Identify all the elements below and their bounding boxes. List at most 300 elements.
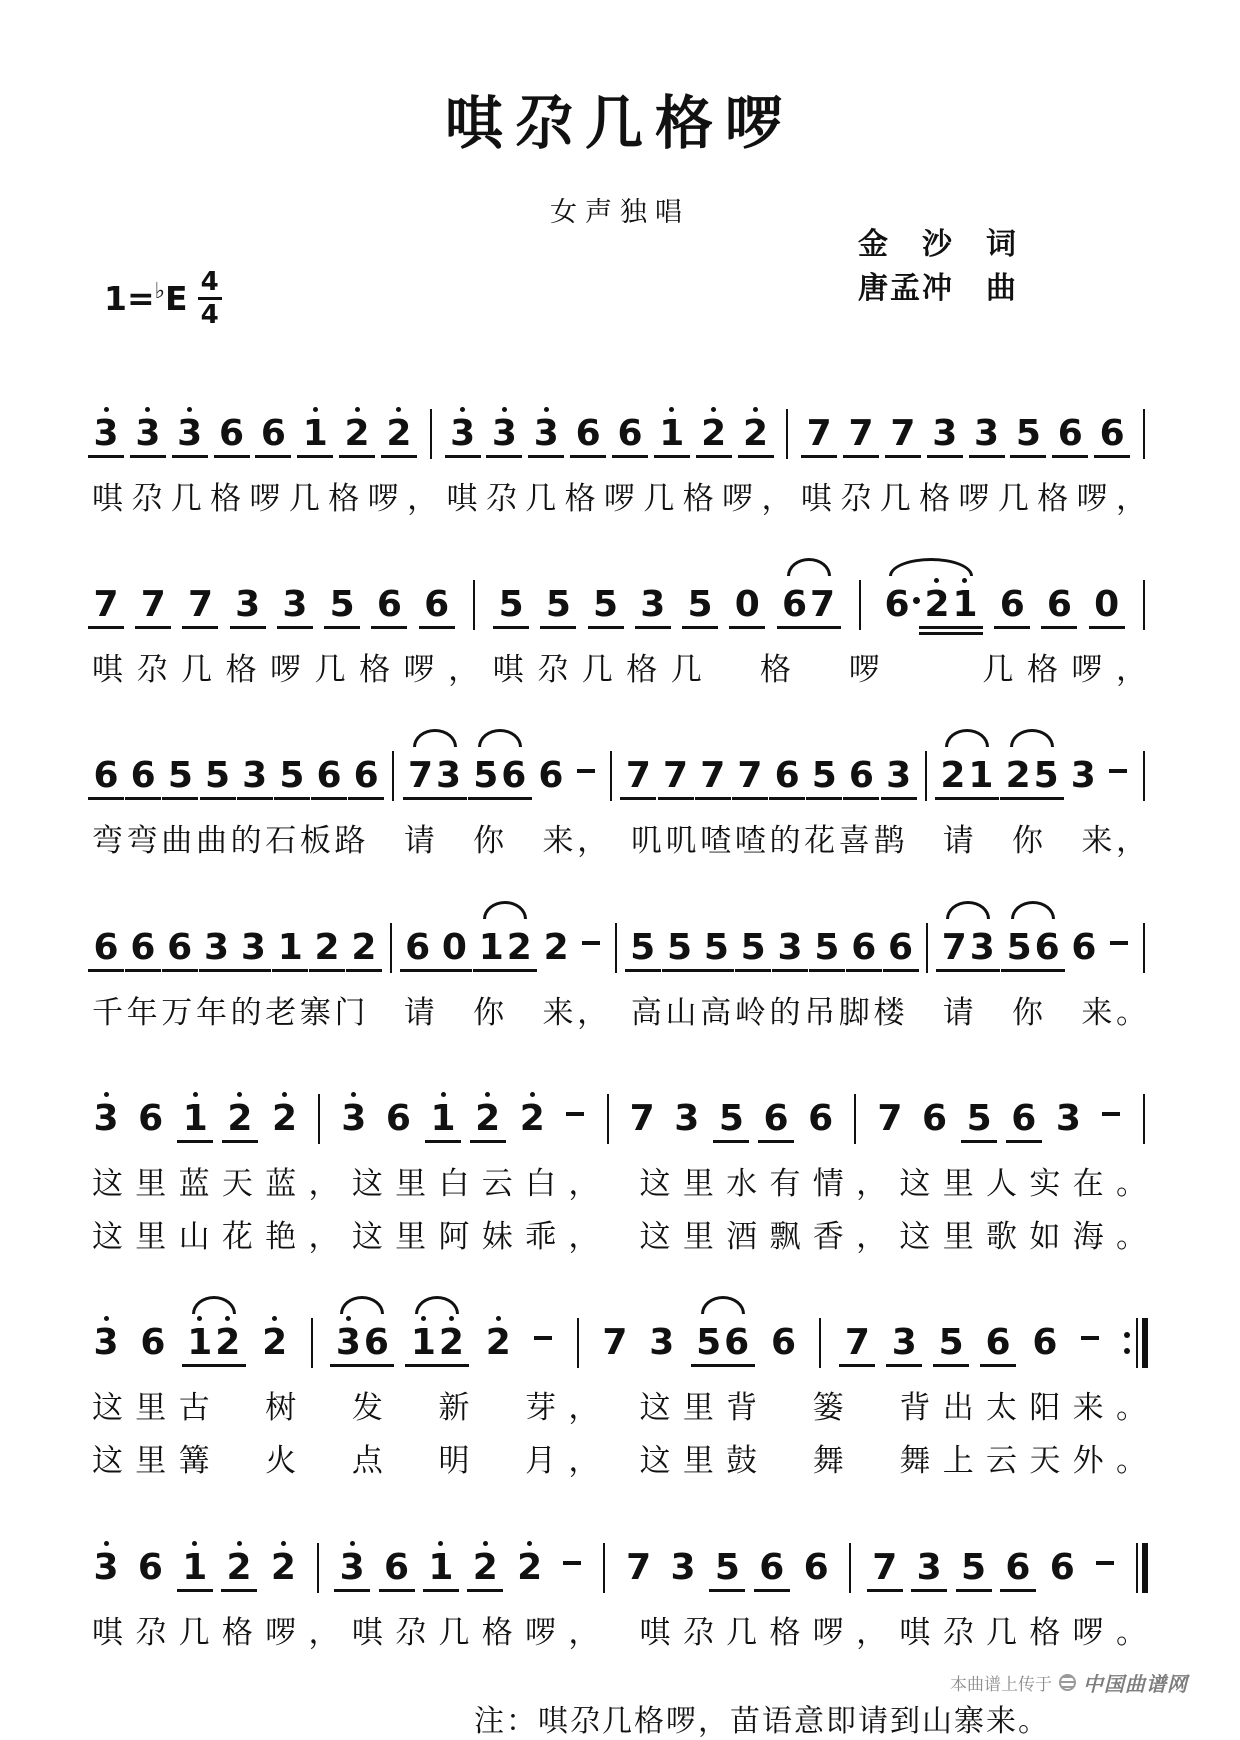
note-cell: [436, 749, 462, 807]
beam-underlines: [423, 1586, 459, 1599]
note-digit: 3: [491, 413, 517, 454]
beam-underlines: [533, 794, 569, 807]
note-cell: [475, 1092, 501, 1150]
note-cell: [1099, 407, 1125, 465]
octave-dot: [351, 1092, 356, 1097]
note-cell: [140, 1316, 166, 1374]
beam-line: [199, 969, 235, 972]
beam-line: [713, 1140, 749, 1143]
note-digit: 5: [814, 926, 840, 968]
beam-line: [843, 797, 879, 800]
note-digit: 7: [872, 1546, 898, 1588]
score-line-block: [92, 540, 1148, 689]
dash-mark: [1110, 941, 1128, 945]
beam-line: [809, 969, 845, 972]
note-cell: [187, 578, 213, 636]
note-cell: [617, 407, 643, 465]
note-cell: [376, 578, 402, 636]
note-cell: [386, 407, 412, 465]
note-digit: 3: [640, 584, 666, 626]
beam-line: [709, 1589, 745, 1592]
note-cell: [1055, 1092, 1081, 1150]
note-cell: [848, 407, 874, 465]
slur-group: [781, 578, 837, 636]
note-digit: 1: [410, 1322, 436, 1364]
note-digit: 7: [408, 755, 434, 797]
beam-line: [214, 455, 250, 458]
note-cell: [985, 1316, 1011, 1374]
note-cell: [344, 407, 370, 465]
note-digit: 1: [659, 413, 685, 454]
note-digit: 3: [670, 1546, 696, 1588]
note-digit: 2: [485, 1322, 511, 1364]
beam-line: [540, 626, 576, 629]
beam-underlines: [1029, 966, 1065, 979]
beam-line: [1041, 626, 1077, 629]
beam-underlines: [172, 452, 208, 465]
note-digit: 5: [630, 926, 656, 968]
beam-line: [381, 455, 417, 458]
beam-line: [867, 1589, 903, 1592]
beam-underlines: [380, 1137, 416, 1150]
beam-underlines: [88, 1137, 124, 1150]
octave-dot: [272, 1316, 277, 1321]
beam-underlines: [400, 966, 436, 979]
note-digit: 2: [475, 1097, 501, 1139]
note-cell: [472, 1541, 498, 1599]
beam-underlines: [994, 623, 1030, 636]
key-signature: [104, 269, 222, 328]
note-cell: [235, 578, 261, 636]
beam-underlines: [1028, 794, 1064, 807]
note-cell: [93, 578, 119, 636]
beam-underlines: [514, 1137, 550, 1150]
note-digit: 2: [1005, 755, 1031, 797]
beam-line: [177, 1589, 213, 1592]
octave-dot: [544, 407, 549, 412]
barline: [854, 1094, 856, 1144]
note-digit: 3: [93, 1097, 119, 1139]
note-cell: [485, 1316, 511, 1374]
beam-underlines: [917, 1137, 953, 1150]
beam-line: [612, 455, 648, 458]
note-cell: [277, 921, 303, 979]
beam-line: [358, 1364, 394, 1367]
octave-dot: [104, 1092, 109, 1097]
beam-underlines: [309, 966, 345, 979]
note-cell: [848, 749, 874, 807]
beam-underlines: [846, 966, 882, 979]
beam-underlines: [214, 452, 250, 465]
note-cell: [282, 578, 308, 636]
beam-underlines: [927, 452, 963, 465]
note-digit: 6: [1071, 926, 1097, 968]
note-digit: 5: [167, 755, 193, 797]
note-cell: [450, 407, 476, 465]
note-digit: 7: [877, 1097, 903, 1139]
note-cell: [777, 921, 803, 979]
score-line-block: [92, 1054, 1148, 1256]
dash-cell: [1099, 1092, 1123, 1150]
note-digit: 6: [93, 755, 119, 797]
note-cell: [130, 921, 156, 979]
beam-line: [400, 969, 436, 972]
note-digit: 5: [593, 584, 619, 626]
barline: [615, 923, 617, 973]
octave-dot: [145, 407, 150, 412]
beam-underlines: [528, 452, 564, 465]
note-digit: 3: [204, 926, 230, 968]
beam-underlines: [956, 1586, 992, 1599]
note-digit: 6: [1049, 1546, 1075, 1588]
beam-underlines: [806, 794, 842, 807]
beam-line: [963, 797, 999, 800]
time-signature: 4 4: [198, 269, 222, 328]
beam-underlines: [255, 452, 291, 465]
beam-line: [754, 1589, 790, 1592]
beam-underlines: [257, 1361, 293, 1374]
credits: [858, 223, 1018, 310]
note-digit: 3: [891, 1322, 917, 1364]
repeat-dots: [1124, 1332, 1130, 1354]
beam-underlines: [933, 1361, 969, 1374]
beam-line: [272, 969, 308, 972]
note-cell: [430, 1092, 456, 1150]
dash-cell: [531, 1316, 555, 1374]
beam-underlines: [867, 1586, 903, 1599]
note-cell: [670, 1541, 696, 1599]
note-cell: [687, 578, 713, 636]
beam-line: [297, 455, 333, 458]
beam-line: [801, 455, 837, 458]
beam-underlines: [381, 452, 417, 465]
beam-line: [980, 1364, 1016, 1367]
note-digit: 5: [1033, 755, 1059, 797]
octave-dot: [441, 1092, 446, 1097]
note-digit: 6: [383, 1546, 410, 1588]
note-digit: 1: [302, 413, 328, 454]
beam-line: [501, 969, 537, 972]
note-digit: 3: [916, 1546, 942, 1588]
beam-line: [696, 455, 732, 458]
note-cell: [272, 1092, 298, 1150]
beam-underlines: [177, 1586, 213, 1599]
note-cell: [438, 1316, 464, 1374]
note-cell: [1033, 749, 1059, 807]
beam-underlines: [1066, 966, 1102, 979]
note-cell: [1011, 1092, 1037, 1150]
note-digit: 2: [472, 1546, 498, 1588]
slur-group: [940, 921, 996, 979]
beam-underlines: [801, 452, 837, 465]
beam-underlines: [735, 966, 771, 979]
note-digit: 5: [279, 755, 305, 797]
beam-line: [933, 1364, 969, 1367]
note-digit: 7: [737, 755, 763, 797]
slur-group: [334, 1316, 390, 1374]
octave-dot: [669, 407, 674, 412]
note-cell: [1005, 1541, 1031, 1599]
beam-line: [162, 797, 198, 800]
notation-row: [92, 1503, 1148, 1599]
beam-line: [436, 969, 472, 972]
beam-underlines: [738, 452, 774, 465]
beam-underlines: [348, 794, 384, 807]
note-cell: [952, 578, 978, 636]
octave-dot: [530, 1092, 535, 1097]
beam-line: [334, 1589, 370, 1592]
note-cell: [659, 407, 685, 465]
note-digit: 6: [424, 584, 450, 626]
barline: [819, 1318, 821, 1368]
note-digit: 7: [625, 755, 651, 797]
note-digit: 3: [282, 584, 308, 626]
note-digit: 2: [519, 1097, 545, 1139]
beam-underlines: [872, 1137, 908, 1150]
octave-dot: [438, 1541, 443, 1546]
octave-dot: [225, 1316, 230, 1321]
note-cell: [543, 921, 569, 979]
beam-line: [846, 969, 882, 972]
beam-underlines: [436, 966, 472, 979]
beam-underlines: [235, 966, 271, 979]
octave-dot: [711, 407, 716, 412]
note-digit: 3: [93, 413, 119, 454]
beam-line: [467, 1589, 503, 1592]
beam-underlines: [297, 452, 333, 465]
dash-mark: [1096, 1561, 1114, 1565]
note-cell: [384, 1541, 410, 1599]
note-digit: 5: [498, 584, 524, 626]
note-cell: [774, 749, 800, 807]
note-digit: 6: [167, 926, 193, 968]
beam-line: [994, 626, 1030, 629]
beam-line: [969, 455, 1005, 458]
note-cell: [888, 921, 914, 979]
beam-line: [620, 797, 656, 800]
note-digit: 5: [473, 755, 499, 797]
note-cell: [999, 578, 1025, 636]
dot-mark: [913, 597, 920, 604]
beam-line: [1028, 797, 1064, 800]
octave-dot: [355, 407, 360, 412]
note-digit: 6: [501, 755, 527, 797]
barline: [392, 751, 394, 801]
note-cell: [137, 1541, 163, 1599]
note-cell: [737, 749, 763, 807]
beam-underlines: [1010, 452, 1046, 465]
beam-underlines: [980, 1361, 1016, 1374]
final-barline: [1136, 1543, 1148, 1593]
note-digit: 2: [351, 926, 377, 968]
note-digit: 0: [1094, 584, 1120, 626]
octave-dot: [237, 1541, 242, 1546]
note-digit: 7: [890, 413, 916, 454]
beam-underlines: [969, 452, 1005, 465]
note-digit: 6: [884, 584, 910, 626]
beam-underlines: [324, 623, 360, 636]
slur-group: [883, 578, 979, 636]
note-cell: [602, 1316, 628, 1374]
beam-line: [843, 455, 879, 458]
beam-underlines: [947, 623, 983, 636]
beam-underlines: [620, 794, 656, 807]
note-cell: [891, 1316, 917, 1374]
note-cell: [922, 1092, 948, 1150]
beam-line: [423, 1589, 459, 1592]
beam-line: [493, 626, 529, 629]
beam-underlines: [379, 1586, 415, 1599]
note-cell: [810, 578, 836, 636]
beam-underlines: [277, 623, 313, 636]
dash-cell: [1106, 749, 1130, 807]
note-digit: 7: [187, 584, 213, 626]
note-digit: 3: [1070, 755, 1096, 797]
beam-underlines: [798, 1586, 834, 1599]
beam-underlines: [339, 452, 375, 465]
rest-cell: [441, 921, 467, 979]
lyrics-row: 弯弯曲曲的石板路 请 你 来， 叽叽喳喳的花喜鹊 请 你 来，: [92, 823, 1148, 860]
beam-line: [528, 455, 564, 458]
dash-mark: [577, 769, 595, 773]
beam-underlines: [162, 794, 198, 807]
dash-cell: [1093, 1541, 1117, 1599]
note-cell: [969, 921, 995, 979]
note-cell: [519, 1092, 545, 1150]
beam-line: [839, 1364, 875, 1367]
note-cell: [501, 749, 527, 807]
beam-line: [658, 797, 694, 800]
note-digit: 6: [724, 1322, 750, 1364]
beam-underlines: [88, 623, 124, 636]
note-digit: 3: [932, 413, 958, 454]
note-digit: 5: [666, 926, 693, 968]
note-cell: [884, 578, 910, 636]
beam-line: [230, 626, 266, 629]
note-digit: 6: [363, 1322, 389, 1364]
note-cell: [932, 407, 958, 465]
octave-dot: [197, 1316, 202, 1321]
note-digit: 7: [140, 584, 166, 626]
note-cell: [260, 407, 286, 465]
beam-underlines: [135, 623, 171, 636]
beam-line: [172, 455, 208, 458]
lyrics-row: 千年万年的老寨门 请 你 来， 高山高岭的吊脚楼 请 你 来。: [92, 994, 1148, 1031]
beam-underlines: [839, 1361, 875, 1374]
beam-line: [588, 626, 624, 629]
beam-underlines: [1041, 623, 1077, 636]
repeat-barline: [1124, 1318, 1148, 1368]
note-cell: [701, 407, 727, 465]
beam-line: [182, 626, 218, 629]
beam-line: [772, 969, 808, 972]
note-cell: [806, 407, 832, 465]
note-cell: [341, 1092, 367, 1150]
note-cell: [703, 921, 729, 979]
beam-line: [135, 626, 171, 629]
beam-underlines: [512, 1586, 548, 1599]
beam-underlines: [358, 1361, 394, 1374]
meta-row: [92, 229, 1148, 347]
beam-underlines: [669, 1137, 705, 1150]
octave-dot: [282, 1092, 287, 1097]
note-digit: 3: [886, 755, 912, 797]
barline: [1143, 1094, 1145, 1144]
note-cell: [262, 1316, 288, 1374]
beam-underlines: [336, 1137, 372, 1150]
note-digit: 6: [353, 755, 379, 797]
octave-dot: [485, 1092, 490, 1097]
note-digit: 5: [961, 1546, 987, 1588]
beam-underlines: [88, 452, 124, 465]
note-cell: [718, 1092, 744, 1150]
note-digit: 5: [811, 755, 837, 797]
beam-underlines: [963, 794, 999, 807]
beam-underlines: [88, 1586, 124, 1599]
note-cell: [93, 407, 119, 465]
barline: [577, 1318, 579, 1368]
dash-mark: [1109, 769, 1127, 773]
note-cell: [844, 1316, 870, 1374]
note-digit: 7: [629, 1097, 655, 1139]
beam-underlines: [758, 1137, 794, 1150]
note-cell: [1046, 578, 1072, 636]
beam-underlines: [125, 794, 161, 807]
barline: [1143, 751, 1145, 801]
lyrics-row: 这里古 树 发 新 芽， 这里背 篓 背出太阳来。: [92, 1390, 1148, 1427]
octave-dot: [496, 1316, 501, 1321]
note-digit: 1: [428, 1546, 454, 1588]
note-cell: [491, 407, 517, 465]
beam-underlines: [769, 794, 805, 807]
note-cell: [138, 1092, 164, 1150]
note-cell: [1034, 921, 1060, 979]
notation-row: [92, 369, 1148, 465]
beam-line: [486, 455, 522, 458]
beam-underlines: [467, 1586, 503, 1599]
note-digit: 6: [137, 1546, 163, 1588]
dash-mark: [582, 941, 600, 945]
beam-line: [738, 455, 774, 458]
dash-mark: [534, 1336, 552, 1340]
note-cell: [640, 578, 666, 636]
beam-underlines: [470, 1137, 506, 1150]
note-digit: 5: [966, 1097, 992, 1139]
beam-underlines: [1050, 1137, 1086, 1150]
note-cell: [385, 1092, 411, 1150]
barline: [430, 409, 432, 459]
note-digit: 2: [344, 413, 370, 454]
note-digit: 6: [803, 1546, 829, 1588]
note-cell: [759, 1541, 785, 1599]
beam-underlines: [311, 794, 347, 807]
note-cell: [700, 749, 726, 807]
note-digit: 1: [277, 926, 303, 968]
beam-underlines: [493, 623, 529, 636]
note-digit: 5: [696, 1322, 722, 1364]
beam-underlines: [88, 1361, 124, 1374]
note-digit: 6: [385, 1097, 411, 1139]
note-digit: 1: [478, 926, 504, 968]
octave-dot: [396, 407, 401, 412]
score-line-block: [92, 1503, 1148, 1652]
note-cell: [674, 1092, 700, 1150]
note-cell: [593, 578, 619, 636]
note-digit: 2: [940, 755, 966, 797]
beam-line: [445, 455, 481, 458]
note-digit: 6: [376, 584, 402, 626]
song-title: 唭尕几格啰: [444, 89, 795, 157]
